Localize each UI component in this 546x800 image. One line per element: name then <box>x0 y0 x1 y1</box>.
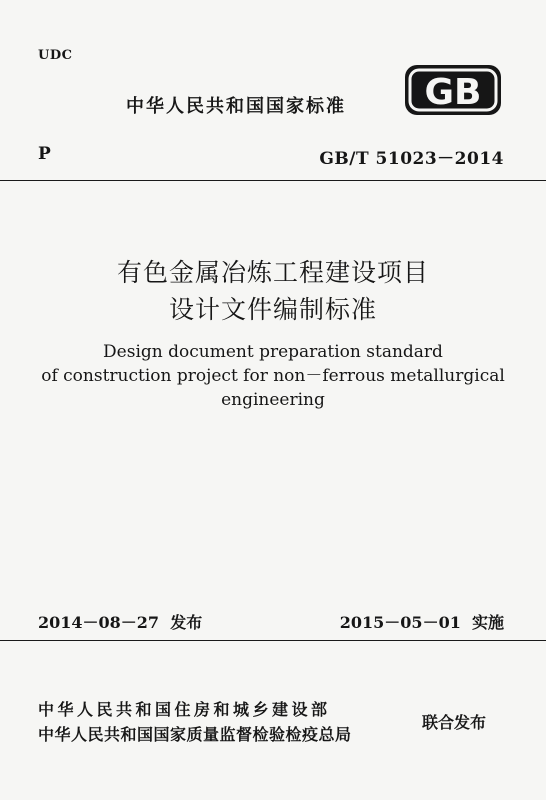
publisher-aqsiq: 中华人民共和国国家质量监督检验检疫总局 <box>38 725 352 744</box>
svg-text:GB: GB <box>424 72 482 113</box>
udc-label: UDC <box>38 48 73 63</box>
issue-date-value: 2014－08－27 <box>38 613 160 632</box>
category-code: P <box>38 144 51 164</box>
english-title-line2: of construction project for non－ferrous metallurgical engineering <box>41 366 505 410</box>
standard-number: GB/T 51023－2014 <box>319 149 504 169</box>
implementation-date <box>340 610 504 633</box>
english-title-line1: Design document preparation standard <box>103 342 443 362</box>
gb-logo <box>404 64 502 116</box>
publisher-ministry: 中华人民共和国住房和城乡建设部 <box>38 700 331 719</box>
issue-label: 发布 <box>170 613 203 632</box>
top-divider <box>0 180 546 181</box>
chinese-title-line1: 有色金属冶炼工程建设项目 <box>116 258 429 287</box>
chinese-title-line2: 设计文件编制标准 <box>168 295 377 324</box>
chinese-title <box>0 254 546 328</box>
implementation-date-value: 2015－05－01 <box>339 613 461 632</box>
implementation-label: 实施 <box>471 613 504 632</box>
issue-date <box>38 610 202 633</box>
bottom-divider <box>0 640 546 641</box>
joint-issue-label: 联合发布 <box>422 713 487 732</box>
national-standard-heading: 中华人民共和国国家标准 <box>126 96 346 117</box>
english-title <box>0 340 546 412</box>
